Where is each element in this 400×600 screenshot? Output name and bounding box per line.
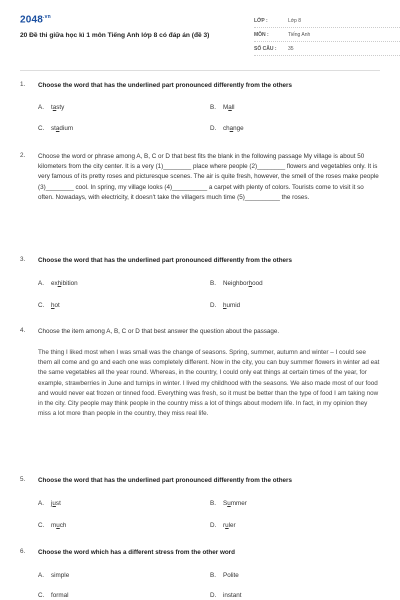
document-meta	[254, 14, 400, 56]
option-b[interactable]: B. Neighborhood	[210, 280, 263, 287]
option-c[interactable]: C. stadium	[38, 125, 74, 132]
option-b[interactable]: B. Summer	[210, 500, 247, 507]
question-text: Choose the word that has the underlined part pronounced differently from the others	[38, 477, 292, 484]
option-b[interactable]: B. Polite	[210, 572, 239, 579]
question-text: Choose the word which has a different stress from the other word	[38, 549, 235, 556]
option-a[interactable]: A. simple	[38, 572, 70, 579]
question-3: 3. Choose the word that has the underlined part pronounced differently from the others A. exhibition B. Neighborhood C. hot D. humid	[20, 256, 380, 316]
question-text: Choose the word that has the underlined part pronounced differently from the others	[38, 82, 292, 89]
option-a[interactable]: A. exhibition	[38, 280, 78, 287]
question-5: 5. Choose the word that has the underlined part pronounced differently from the others A. just B. Summer C. much D. ruler	[20, 476, 380, 536]
option-b[interactable]: B. Mall	[210, 104, 235, 111]
question-text: Choose the item among A, B, C or D that best answer the question about the passage.	[38, 328, 280, 335]
option-d[interactable]: D. change	[210, 125, 244, 132]
option-c[interactable]: C. hot	[38, 302, 60, 309]
meta-row-class: LỚP : Lớp 8	[254, 14, 400, 28]
option-c[interactable]: C. much	[38, 522, 67, 529]
reading-passage: The thing I liked most when I was small was the change of seasons. Spring, summer, autumn and winter – I could see them all come and go and each one was completely different. Now in the city, you can buy summer flowers in winter ad eat the same vegetables all the year round. Whereas, in the country, I could only eat things at certain times of the year, for example, strawberries in June and turnips in winter. I lived my childhood with the seasons. We also made most of our food and would never eat frozen or tinned food. Everything was fresh, so it must be better than the type of food I am taking now in the city. City people may think people in the country miss a lot of things about modern life. In fact, in my opinion they miss a lot more than people in the country, they miss real life.	[38, 349, 380, 418]
question-4: 4. Choose the item among A, B, C or D that best answer the question about the passage. The thing I liked most when I was small was the change of seasons. Spring, summer, autumn and winter – I could see them all come and go and each one was completely different. Now in the city, you can buy summer flowers in winter ad eat the same vegetables all the year round. Whereas, in the country, I could only eat things at certain times of the year, for example, strawberries in June and turnips in winter. I lived my childhood with the seasons. We also made most of our food and would never eat frozen or tinned food. Everything was fresh, so it must be better than the type of food I am taking now in the city. City people may think people in the country miss a lot of things about modern life. In fact, in my opinion they miss a lot more than people in the country, they miss real life.	[20, 327, 380, 467]
option-c[interactable]: C. formal	[38, 592, 69, 599]
meta-row-subject: MÔN : Tiếng Anh	[254, 28, 400, 42]
site-logo[interactable]: $2048^{.vn}$	[20, 14, 51, 26]
document-title: 20 Đề thi giữa học kì 1 môn Tiếng Anh lớp 8 có đáp án (đề 3)	[20, 32, 210, 39]
option-a[interactable]: A. just	[38, 500, 61, 507]
question-text: Choose the word that has the underlined part pronounced differently from the others	[38, 257, 292, 264]
question-text: Choose the word or phrase among A, B, C or D that best fits the blank in the following passage My village is about 50 kilometers from the city center. It is a very (1)________ place where people (2)________ flowers and vegetables only. It is very famous of its pretty roses and picturesque scenes. The air is quite fresh, however, the smell of the roses make people (3)________ cool. In spring, my village looks (4)__________ a carpet with plenty of colors. Tourists come to visit it so often. Nowadays, with electricity, it doesn't take the villagers much time (5)__________ the roses.	[38, 153, 379, 201]
option-d[interactable]: D. humid	[210, 302, 241, 309]
option-a[interactable]: A. tasty	[38, 104, 65, 111]
option-d[interactable]: D. instant	[210, 592, 242, 599]
header-divider	[20, 70, 380, 71]
option-d[interactable]: D. ruler	[210, 522, 236, 529]
question-2: 2. Choose the word or phrase among A, B, C or D that best fits the blank in the following passage My village is about 50 kilometers from the city center. It is a very (1)________ place where people (2)________ flowers and vegetables only. It is very famous of its pretty roses and picturesque scenes. The air is quite fresh, however, the smell of the roses make people (3)________ cool. In spring, my village looks (4)__________ a carpet with plenty of colors. Tourists come to visit it so often. Nowadays, with electricity, it doesn't take the villagers much time (5)__________ the roses.	[20, 152, 380, 242]
question-6: 6. Choose the word which has a different stress from the other word A. simple B. Polite C. formal D. instant	[20, 548, 380, 600]
page-header	[20, 14, 380, 60]
meta-row-count: SỐ CÂU : 35	[254, 42, 400, 56]
question-1: 1. Choose the word that has the underlined part pronounced differently from the others A. tasty B. Mall C. stadium D. change	[20, 81, 380, 141]
